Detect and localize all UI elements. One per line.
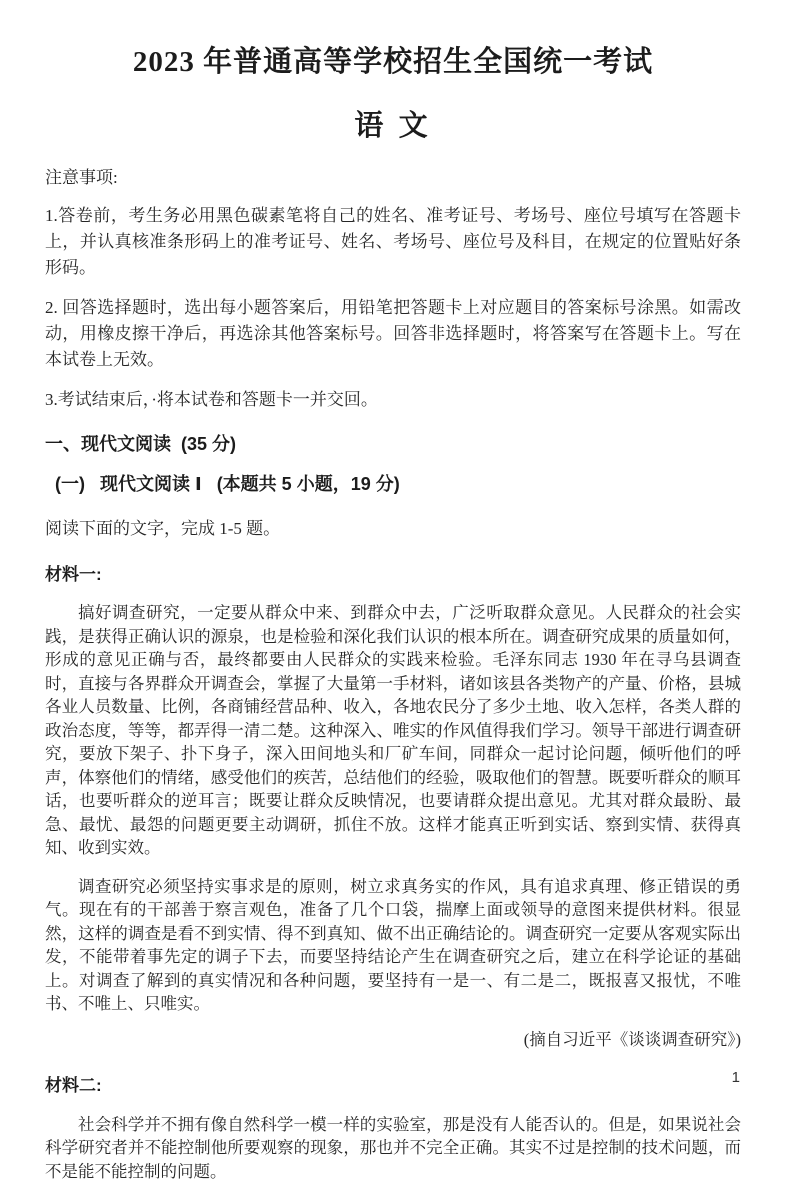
section-heading-modern-reading: 一、现代文阅读 (35 分) — [45, 434, 237, 455]
material-1-attribution: (摘自习近平《谈谈调查研究》) — [523, 1029, 741, 1049]
material-1-paragraph-2: 调查研究必须坚持实事求是的原则，树立求真务实的作风，具有追求真理、修正错误的勇气。现在有的干部善于察言观色，准备了几个口袋，揣摩上面或领导的意图来提供材料。很显然，这样的调查是看不到实情、得不到真知、做不出正确结论的。调查研究一定要从客观实际出发，不能带着事先定的调子下去，而要坚持结论产生在调查研究之后，建立在科学论证的基础上。对调查了解到的真实情况和各种问题，要坚持有一是一、有二是二，既报喜又报忧，不唯书、不唯上、只唯实。 — [45, 876, 741, 1014]
page-number: 1 — [731, 1069, 740, 1086]
reading-instruction: 阅读下面的文字，完成 1-5 题。 — [45, 519, 281, 539]
notice-item-1: 1.答卷前，考生务必用黑色碳素笔将自己的姓名、准考证号、考场号、座位号填写在答题卡上，并认真核准条形码上的准考证号、姓名、考场号、座位号及科目，在规定的位置贴好条形码。 — [45, 206, 741, 278]
material-2-paragraph-1: 社会科学并不拥有像自然科学一模一样的实验室，那是没有人能否认的。但是，如果说社会科学研究者并不能控制他所要观察的现象，那也并不完全正确。其实不过是控制的技术问题，而不是能不能控制的问题。 — [45, 1114, 741, 1181]
page-subtitle: 语 文 — [354, 109, 432, 142]
notice-item-3: 3.考试结束后，·将本试卷和答题卡一并交回。 — [45, 390, 378, 410]
page-title: 2023 年普通高等学校招生全国统一考试 — [132, 46, 654, 78]
material-2-label: 材料二: — [45, 1076, 102, 1096]
material-1-paragraph-1: 搞好调查研究，一定要从群众中来、到群众中去，广泛听取群众意见。人民群众的社会实践，是获得正确认识的源泉，也是检验和深化我们认识的根本所在。调查研究成果的质量如何，形成的意见正确与否，最终都要由人民群众的实践来检验。毛泽东同志 1930 年在寻乌县调查时，直接与各界群众开调查会，掌握了大量第一手材料，诸如该县各类物产的产量、价格，县城各业人员数量、比例，各商铺经营品种、收入，各地农民分了多少土地、收入怎样，各类人群的政治态度，等等，都弄得一清二楚。这种深入、唯实的作风值得我们学习。领导干部进行调查研究，要放下架子、扑下身子，深入田间地头和厂矿车间，同群众一起讨论问题，倾听他们的呼声，体察他们的情绪，感受他们的疾苦，总结他们的经验，吸取他们的智慧。既要听群众的顺耳话，也要听群众的逆耳言；既要让群众反映情况，也要请群众提出意见。尤其对群众最盼、最急、最忧、最怨的问题更要主动调研，抓住不放。这样才能真正听到实话、察到实情、获得真知、收到实效。 — [45, 603, 741, 858]
subsection-heading-modern-reading-1: (一) 现代文阅读 Ⅰ (本题共 5 小题，19 分) — [55, 473, 400, 494]
notice-label: 注意事项: — [45, 168, 118, 188]
material-1-label: 材料一: — [45, 565, 102, 585]
notice-item-2: 2. 回答选择题时，选出每小题答案后，用铅笔把答题卡上对应题目的答案标号涂黑。如需改动，用橡皮擦干净后，再选涂其他答案标号。回答非选择题时，将答案写在答题卡上。写在本试卷上无效。 — [45, 298, 741, 370]
